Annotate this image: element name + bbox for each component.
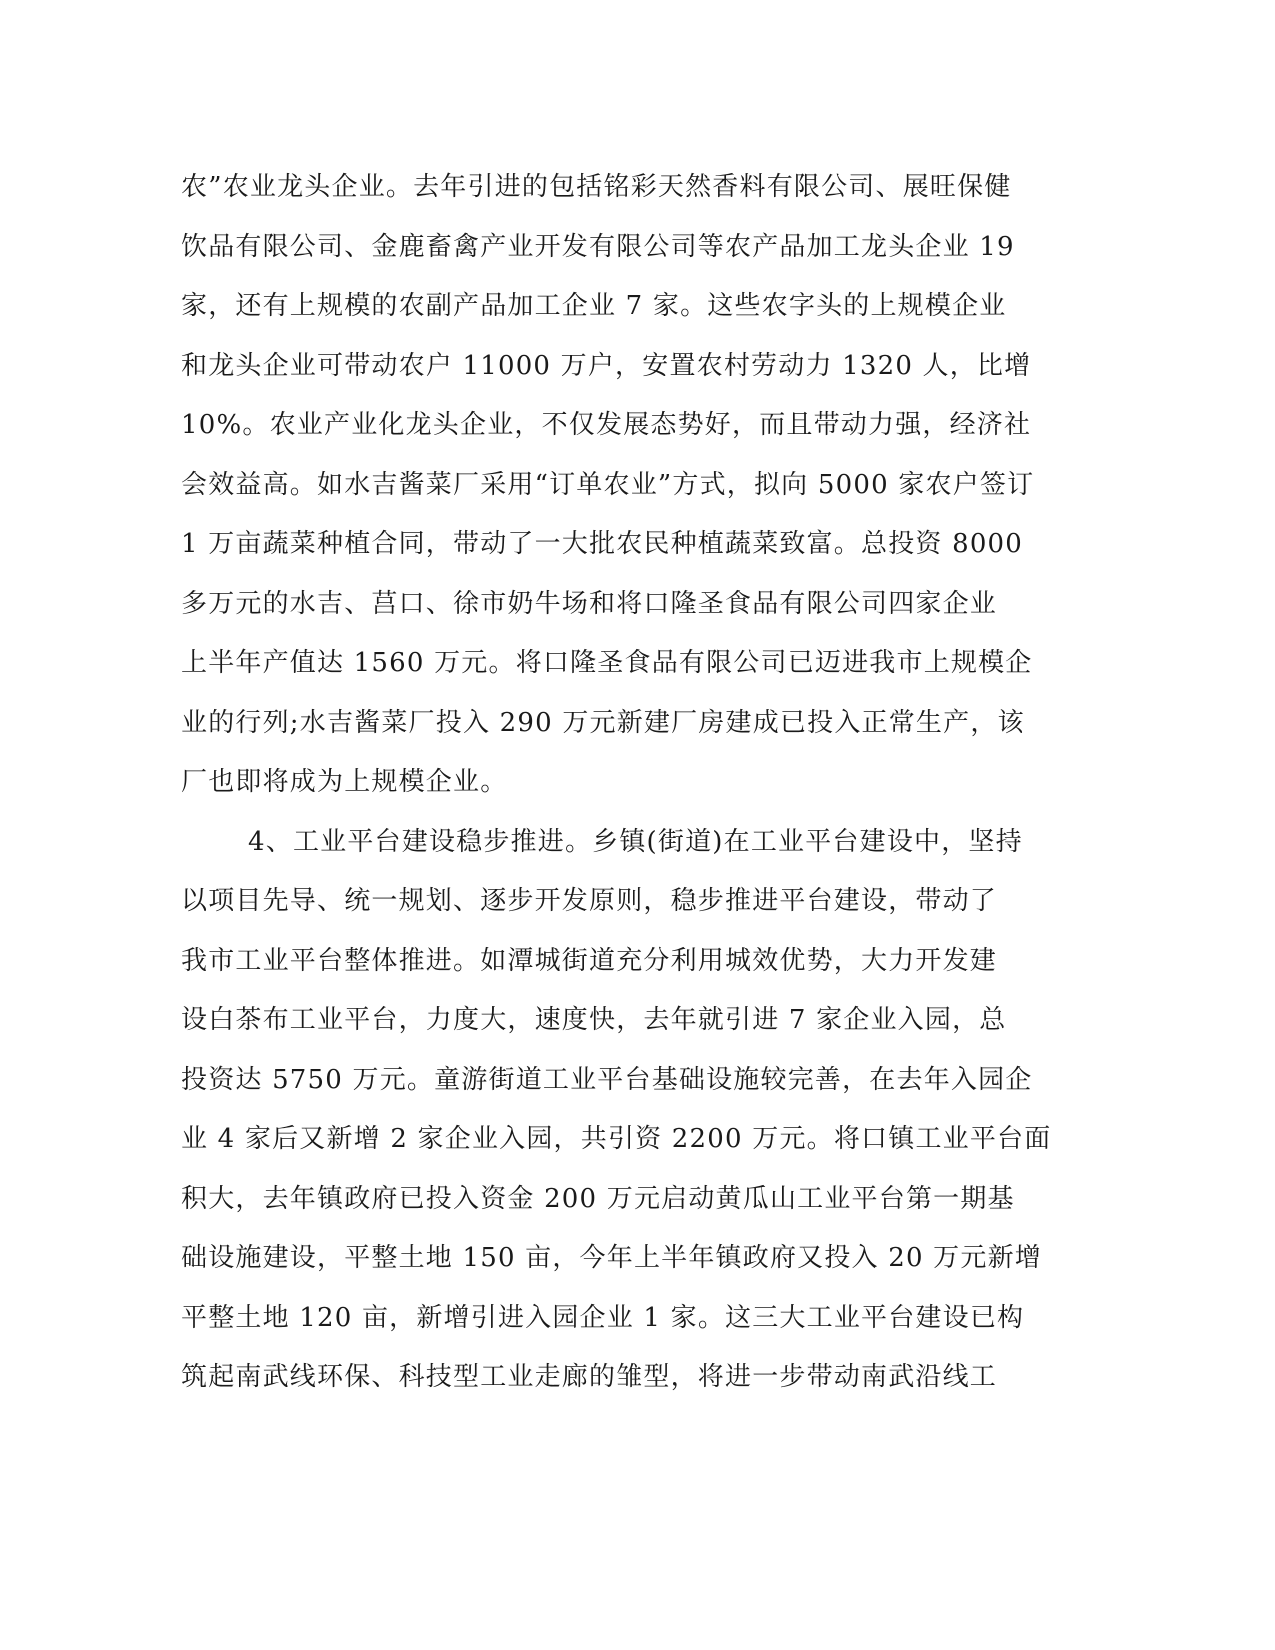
text-line: 投资达 5750 万元。童游街道工业平台基础设施较完善，在去年入园企 — [181, 1064, 1033, 1095]
text-line: 业 4 家后又新增 2 家企业入园，共引资 2200 万元。将口镇工业平台面 — [181, 1124, 1052, 1154]
text-line: 我市工业平台整体推进。如潭城街道充分利用城效优势，大力开发建 — [181, 945, 998, 976]
text-line: 设白茶布工业平台，力度大，速度快，去年就引进 7 家企业入园，总 — [181, 1005, 1007, 1035]
text-line: 以项目先导、统一规划、逐步开发原则，稳步推进平台建设，带动了 — [181, 886, 998, 916]
text-line: 会效益高。如水吉酱菜厂采用“订单农业”方式，拟向 5000 家农户签订 — [181, 469, 1035, 500]
text-line: 农”农业龙头企业。去年引进的包括铭彩天然香料有限公司、展旺保健 — [181, 172, 1012, 202]
text-line: 多万元的水吉、莒口、徐市奶牛场和将口隆圣食品有限公司四家企业 — [181, 588, 998, 619]
text-line: 和龙头企业可带动农户 11000 万户，安置农村劳动力 1320 人，比增 — [181, 350, 1032, 381]
document-body — [181, 158, 1061, 1408]
text-line: 家，还有上规模的农副产品加工企业 7 家。这些农字头的上规模企业 — [181, 291, 1007, 321]
text-line: 10%。农业产业化龙头企业，不仅发展态势好，而且带动力强，经济社 — [181, 410, 1032, 440]
text-line: 饮品有限公司、金鹿畜禽产业开发有限公司等农产品加工龙头企业 19 — [181, 231, 1015, 262]
text-line: 1 万亩蔬菜种植合同，带动了一大批农民种植蔬菜致富。总投资 8000 — [181, 529, 1024, 559]
text-line: 业的行列;水吉酱菜厂投入 290 万元新建厂房建成已投入正常生产，该 — [181, 707, 1025, 738]
paragraph-start-line: 4、工业平台建设稳步推进。乡镇(街道)在工业平台建设中，坚持 — [248, 826, 1023, 857]
text-line: 础设施建设，平整土地 150 亩，今年上半年镇政府又投入 20 万元新增 — [181, 1243, 1042, 1273]
text-line: 筑起南武线环保、科技型工业走廊的雏型，将进一步带动南武沿线工 — [181, 1362, 998, 1392]
text-line: 厂也即将成为上规模企业。 — [181, 767, 508, 797]
text-line: 平整土地 120 亩，新增引进入园企业 1 家。这三大工业平台建设已构 — [181, 1302, 1025, 1333]
text-line: 上半年产值达 1560 万元。将口隆圣食品有限公司已迈进我市上规模企 — [181, 648, 1033, 678]
text-line: 积大，去年镇政府已投入资金 200 万元启动黄瓜山工业平台第一期基 — [181, 1183, 1015, 1214]
